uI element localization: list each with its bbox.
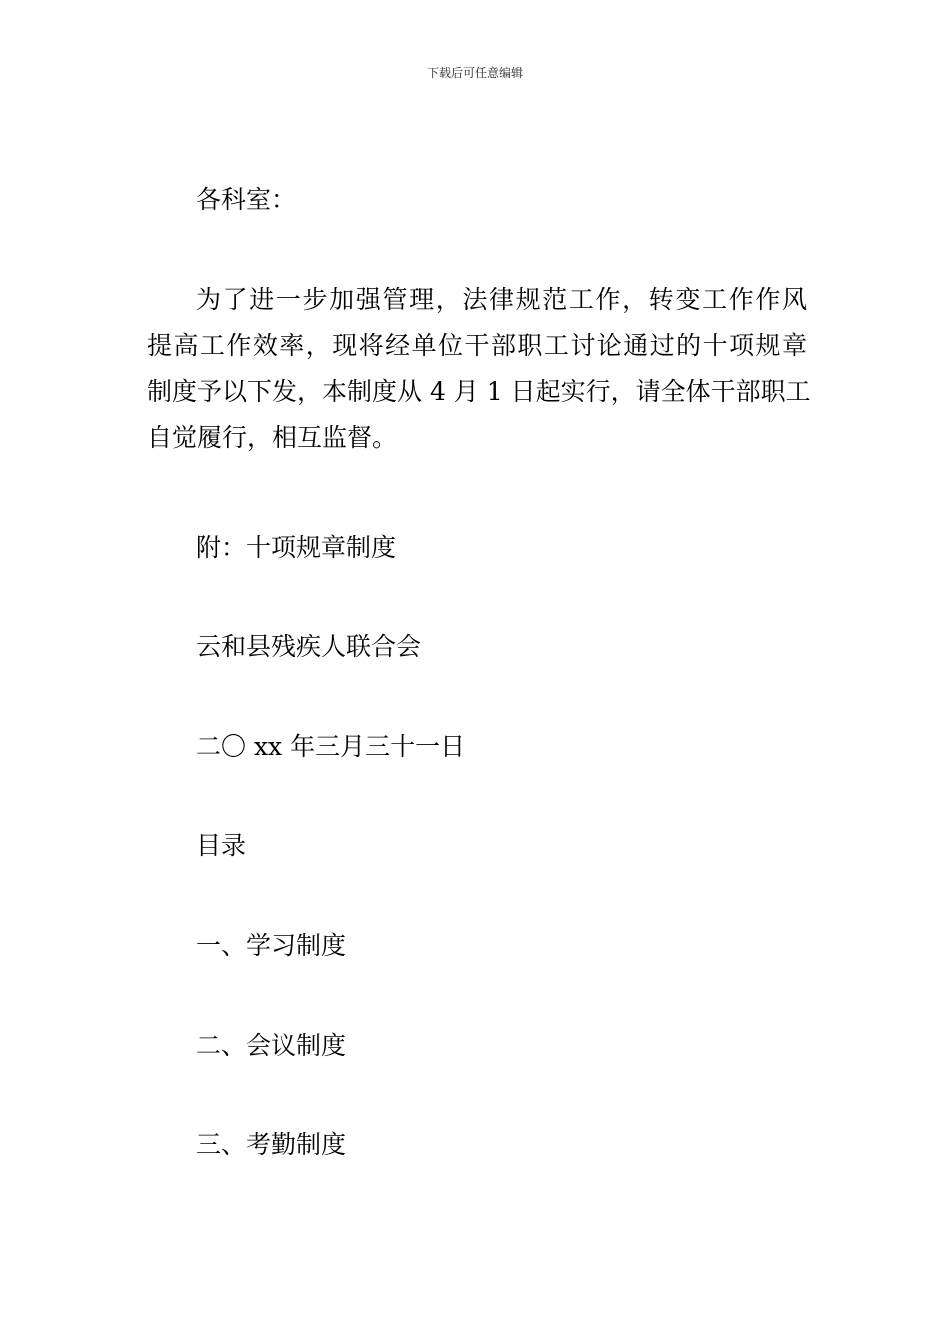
toc-item: 二、会议制度 [196, 1031, 347, 1060]
toc-title: 目录 [196, 831, 247, 860]
body-paragraph [147, 285, 811, 469]
toc-item: 一、学习制度 [196, 931, 347, 960]
organization-name: 云和县残疾人联合会 [196, 632, 422, 661]
document-date: 二〇 xx 年三月三十一日 [196, 732, 466, 761]
body-line: 提高工作效率，现将经单位干部职工讨论通过的十项规章 [147, 331, 807, 360]
page-header-note: 下载后可任意编辑 [426, 66, 523, 80]
salutation: 各科室： [196, 185, 297, 214]
toc-item: 三、考勤制度 [196, 1130, 347, 1159]
body-line: 自觉履行，相互监督。 [147, 423, 398, 452]
attachment-line: 附：十项规章制度 [196, 533, 397, 562]
body-line: 为了进一步加强管理，法律规范工作，转变工作作风 [196, 285, 807, 314]
body-line: 制度予以下发，本制度从 4 月 1 日起实行，请全体干部职工 [147, 377, 811, 406]
